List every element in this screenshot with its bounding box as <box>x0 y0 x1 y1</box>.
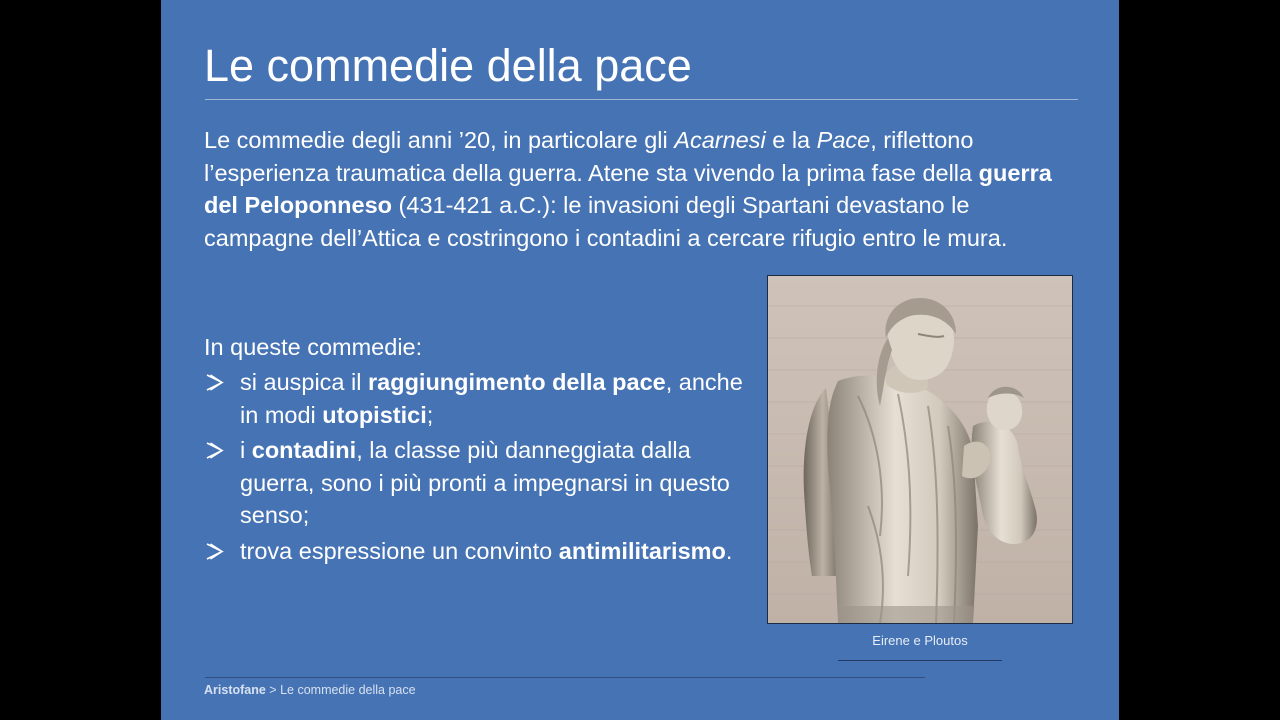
intro-text: , riflettono l’esperienza traumatica della guerra. Atene sta vivendo la prima fase della <box>204 127 979 186</box>
footer-separator: > <box>265 683 281 697</box>
bullet-bold: antimilitarismo <box>558 537 726 564</box>
bullet-text: . <box>725 537 733 564</box>
bullet-item <box>204 535 749 568</box>
arrowhead-right-icon <box>204 535 226 567</box>
intro-text: (431-421 a.C.): le invasioni degli Spartani devastano le campagne dell’Attica e costringono i contadini a cercare rifugio entro le mura. <box>204 192 1008 251</box>
bullet-text: , anche in modi <box>240 369 743 428</box>
bullet-item <box>204 366 749 431</box>
bullet-text: , la classe più danneggiata dalla guerra, sono i più pronti a impegnarsi in questo senso; <box>240 437 730 528</box>
slide-title: Le commedie della pace <box>204 40 692 91</box>
intro-italic-pace: Pace <box>816 127 871 153</box>
statue-illustration <box>768 276 1072 623</box>
arrowhead-right-icon <box>204 366 226 398</box>
bullet-list <box>204 366 749 570</box>
bullet-text: ; <box>426 401 434 428</box>
slide <box>161 0 1119 720</box>
bullet-text: i <box>240 437 252 463</box>
arrowhead-right-icon <box>204 434 226 466</box>
intro-bold-guerra: guerra del Peloponneso <box>204 159 1052 218</box>
bullet-text: si auspica il <box>240 369 368 395</box>
footer-page: Le commedie della pace <box>280 683 416 697</box>
statue-photo <box>767 275 1073 624</box>
bullet-item <box>204 434 749 532</box>
bullet-bold: utopistici <box>322 401 427 428</box>
intro-text: e la <box>765 127 817 153</box>
caption-divider <box>838 660 1002 661</box>
title-divider <box>205 99 1078 100</box>
bullet-bold: contadini <box>251 437 357 463</box>
footer-breadcrumb <box>204 682 416 698</box>
intro-italic-acarnesi: Acarnesi <box>674 127 766 153</box>
list-heading: In queste commedie: <box>204 334 423 360</box>
footer-section: Aristofane <box>204 683 266 697</box>
intro-text: Le commedie degli anni ’20, in particolare gli <box>204 127 675 153</box>
footer-divider <box>205 677 925 678</box>
image-caption: Eirene e Ploutos <box>872 633 968 648</box>
bullet-bold: raggiungimento della pace <box>368 369 666 395</box>
bullet-text: trova espressione un convinto <box>240 537 559 564</box>
intro-paragraph <box>204 124 1084 254</box>
